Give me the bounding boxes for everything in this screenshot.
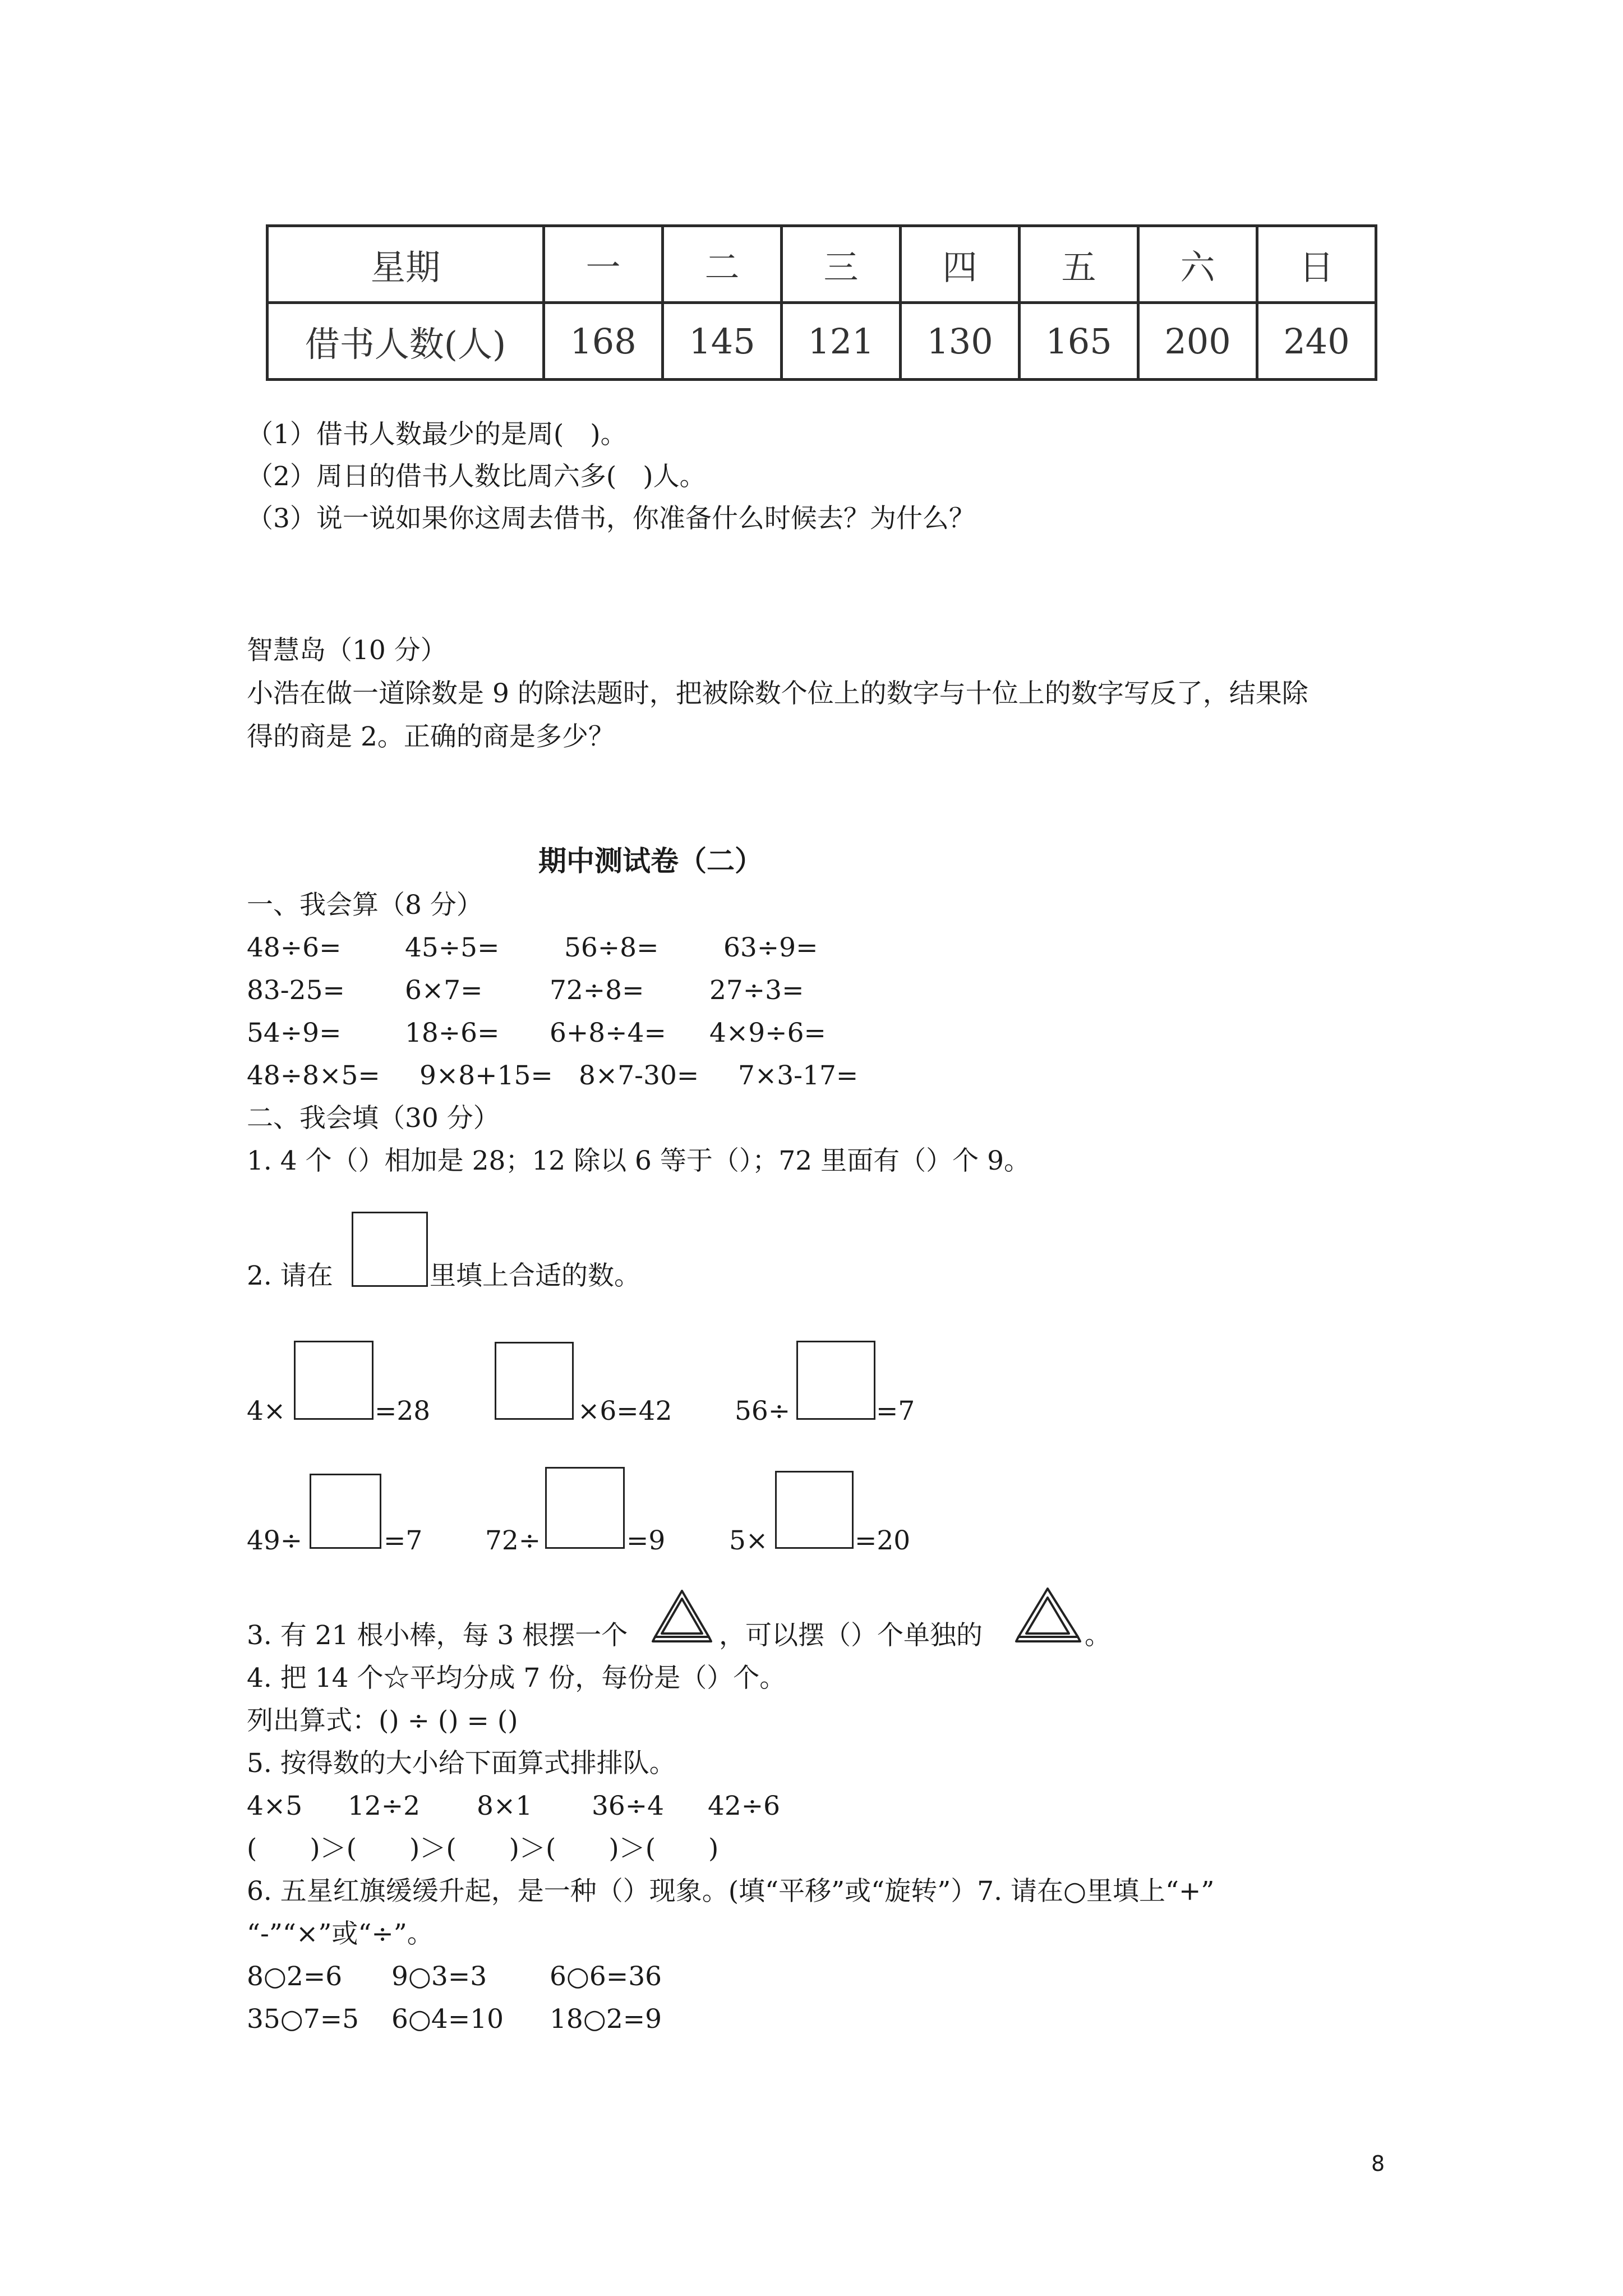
table-cell: 日 <box>1257 226 1376 303</box>
eq-pre: 72÷ <box>485 1525 541 1556</box>
calc-item: 7×3-17= <box>738 1060 859 1091</box>
answer-box[interactable] <box>294 1341 374 1420</box>
calc-item: 18÷6= <box>405 1018 500 1048</box>
wisdom-line-2: 得的商是 2。正确的商是多少？ <box>247 721 615 752</box>
q7-item: 8○2=6 <box>247 1961 343 1992</box>
q5-expr: 8×1 <box>477 1791 533 1821</box>
calc-item: 4×9÷6= <box>709 1018 826 1048</box>
table-data-row <box>268 303 1376 380</box>
table-cell: 121 <box>782 303 901 380</box>
answer-box[interactable] <box>495 1342 574 1420</box>
calc-item: 6+8÷4= <box>550 1018 666 1048</box>
question-3: （3）说一说如果你这周去借书，你准备什么时候去？为什么？ <box>247 503 975 534</box>
eq-post: =7 <box>876 1396 915 1427</box>
table-header-row <box>268 226 1376 303</box>
q5-expr: 12÷2 <box>348 1791 421 1821</box>
answer-box[interactable] <box>310 1474 381 1549</box>
calc-item: 63÷9= <box>723 932 818 963</box>
calc-item: 56÷8= <box>564 932 659 963</box>
eq-pre: 56÷ <box>735 1396 791 1427</box>
fill-question-5: 5. 按得数的大小给下面算式排排队。 <box>247 1748 676 1779</box>
q7-item: 6○6=36 <box>550 1961 662 1992</box>
q7-item: 9○3=3 <box>391 1961 487 1992</box>
eq-post: =28 <box>375 1396 431 1427</box>
table-cell: 200 <box>1138 303 1257 380</box>
answer-box[interactable] <box>545 1467 625 1549</box>
q7-item: 35○7=5 <box>247 2004 359 2035</box>
fill-question-4-formula: 列出算式：() ÷ () = () <box>247 1705 518 1736</box>
table-cell: 五 <box>1020 226 1138 303</box>
wisdom-title: 智慧岛（10 分） <box>247 635 447 666</box>
eq-post: =7 <box>384 1525 423 1556</box>
section-2-title: 二、我会填（30 分） <box>247 1103 500 1134</box>
table-cell: 二 <box>663 226 782 303</box>
fill-question-3-a: 3. 有 21 根小棒，每 3 根摆一个 <box>247 1620 628 1651</box>
eq-pre: 4× <box>247 1396 286 1427</box>
calc-item: 27÷3= <box>709 975 804 1006</box>
table-cell: 借书人数(人) <box>268 303 544 380</box>
fill-question-1: 1. 4 个（）相加是 28；12 除以 6 等于（）；72 里面有（）个 9。 <box>247 1145 1030 1176</box>
q5-expr: 4×5 <box>247 1791 303 1821</box>
calc-item: 72÷8= <box>550 975 644 1006</box>
eq-post: ×6=42 <box>578 1396 672 1427</box>
q7-item: 18○2=9 <box>550 2004 662 2035</box>
table-cell: 四 <box>901 226 1020 303</box>
eq-post: =9 <box>626 1525 666 1556</box>
q5-expr: 42÷6 <box>708 1791 781 1821</box>
fill-question-4: 4. 把 14 个☆平均分成 7 份，每份是（）个。 <box>247 1663 786 1694</box>
eq-pre: 5× <box>729 1525 768 1556</box>
fill-question-3-c: 。 <box>1085 1620 1111 1651</box>
answer-box[interactable] <box>796 1341 875 1420</box>
calc-item: 48÷8×5= <box>247 1060 380 1091</box>
calc-item: 8×7-30= <box>579 1060 699 1091</box>
stick-triangle-icon <box>1013 1585 1085 1645</box>
library-table <box>266 224 1377 381</box>
fill-question-3-b: ，可以摆（）个单独的 <box>719 1620 983 1651</box>
q7-item: 6○4=10 <box>391 2004 504 2035</box>
fill-question-6-line-2: “-”“×”或“÷”。 <box>247 1918 434 1949</box>
table-cell: 星期 <box>268 226 544 303</box>
answer-box[interactable] <box>775 1471 854 1549</box>
fill-question-6-line-1: 6. 五星红旗缓缓升起，是一种（）现象。(填“平移”或“旋转”）7. 请在○里填上“+” <box>247 1876 1215 1907</box>
table-cell: 130 <box>901 303 1020 380</box>
calc-item: 83-25= <box>247 975 345 1006</box>
exam-title: 期中测试卷（二） <box>538 844 763 877</box>
q5-expr: 36÷4 <box>592 1791 665 1821</box>
question-1: （1）借书人数最少的是周( )。 <box>247 419 627 450</box>
eq-post: =20 <box>855 1525 911 1556</box>
table-cell: 145 <box>663 303 782 380</box>
q5-order: ( )＞( )＞( )＞( )＞( ) <box>247 1833 719 1864</box>
stick-triangle-icon <box>649 1588 717 1645</box>
table-cell: 165 <box>1020 303 1138 380</box>
table-cell: 三 <box>782 226 901 303</box>
eq-pre: 49÷ <box>247 1525 303 1556</box>
table-cell: 一 <box>544 226 663 303</box>
table-cell: 168 <box>544 303 663 380</box>
calc-item: 48÷6= <box>247 932 342 963</box>
calc-item: 45÷5= <box>405 932 500 963</box>
calc-item: 9×8+15= <box>419 1060 553 1091</box>
table-cell: 240 <box>1257 303 1376 380</box>
wisdom-line-1: 小浩在做一道除数是 9 的除法题时，把被除数个位上的数字与十位上的数字写反了，结果除 <box>247 678 1308 709</box>
fill-question-2-pre: 2. 请在 <box>247 1260 333 1291</box>
section-1-title: 一、我会算（8 分） <box>247 890 483 921</box>
answer-box <box>352 1212 428 1287</box>
calc-item: 54÷9= <box>247 1018 342 1048</box>
question-2: （2）周日的借书人数比周六多( )人。 <box>247 461 706 492</box>
table-cell: 六 <box>1138 226 1257 303</box>
calc-item: 6×7= <box>405 975 483 1006</box>
fill-question-2-post: 里填上合适的数。 <box>430 1260 640 1291</box>
page-number: 8 <box>1371 2151 1385 2176</box>
